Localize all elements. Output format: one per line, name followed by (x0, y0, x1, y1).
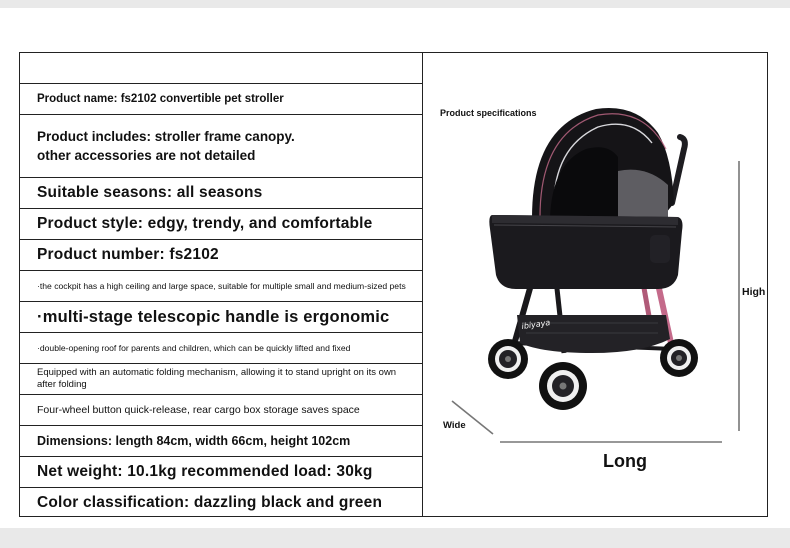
high-label: High (742, 286, 766, 298)
spec-row-header (20, 53, 422, 84)
spec-text: Four-wheel button quick-release, rear cargo box storage saves space (37, 404, 360, 416)
spec-row-style (20, 209, 422, 240)
spec-row-number (20, 240, 422, 271)
spec-table (20, 53, 423, 516)
spec-frame (19, 52, 768, 517)
spec-text: Suitable seasons: all seasons (37, 184, 263, 201)
product-photo-panel (422, 53, 767, 516)
spec-row-folding (20, 364, 422, 395)
spec-row-includes (20, 115, 422, 178)
spec-text: Equipped with an automatic folding mechanism, allowing it to stand upright on its own after folding (37, 367, 397, 390)
spec-row-wheels (20, 395, 422, 426)
spec-text: Product includes: stroller frame canopy. other accessories are not detailed (37, 129, 295, 163)
spec-row-weight (20, 457, 422, 488)
spec-text: ·multi-stage telescopic handle is ergonomic (37, 307, 390, 326)
spec-text: ·double-opening roof for parents and children, which can be quickly lifted and fixed (37, 343, 351, 353)
spec-text: Product name: fs2102 convertible pet stroller (37, 93, 284, 105)
wide-dimension-line (452, 401, 493, 434)
spec-row-cockpit (20, 271, 422, 302)
front-left-wheel (488, 339, 528, 379)
product-sheet (0, 8, 790, 528)
figure-title: Product specifications (440, 108, 537, 118)
wide-label: Wide (443, 420, 466, 431)
front-right-wheel (539, 362, 587, 410)
spec-row-roof (20, 333, 422, 364)
spec-row-seasons (20, 178, 422, 209)
spec-text: Color classification: dazzling black and green (37, 494, 383, 511)
brand-logo: ibiyaya (521, 318, 551, 331)
rear-right-wheel (660, 339, 698, 377)
spec-text: Dimensions: length 84cm, width 66cm, height 102cm (37, 434, 351, 448)
long-label: Long (603, 451, 647, 471)
spec-row-product-name (20, 84, 422, 115)
spec-text: ·the cockpit has a high ceiling and large space, suitable for multiple small and medium-sized pets (37, 281, 406, 291)
spec-text: Net weight: 10.1kg recommended load: 30kg (37, 463, 373, 480)
spec-row-handle (20, 302, 422, 333)
stroller-illustration (422, 53, 767, 518)
spec-row-color (20, 488, 422, 518)
spec-row-dimensions (20, 426, 422, 457)
spec-text: Product number: fs2102 (37, 246, 219, 263)
spec-text: Product style: edgy, trendy, and comfortable (37, 215, 373, 232)
